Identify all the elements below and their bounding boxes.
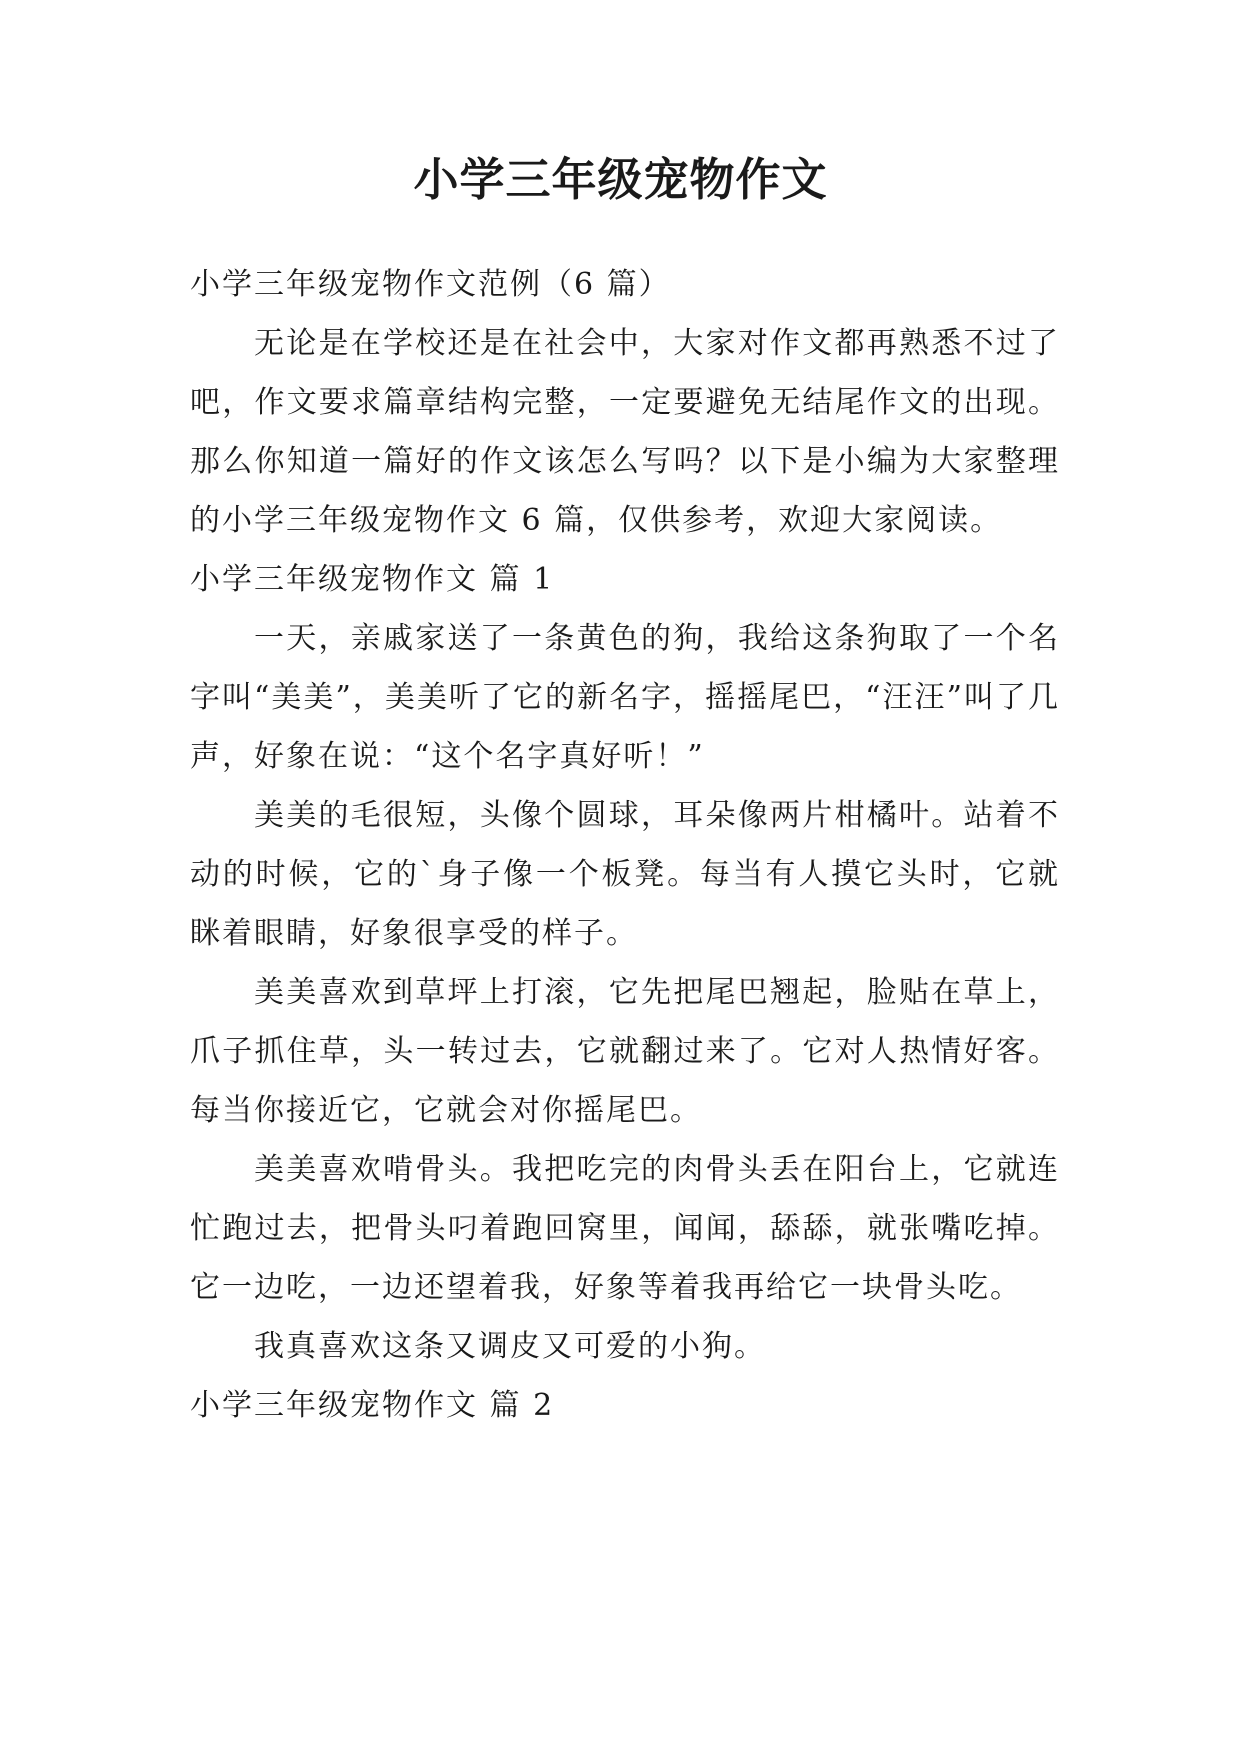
document-body bbox=[190, 255, 1060, 1435]
intro-paragraph: 无论是在学校还是在社会中，大家对作文都再熟悉不过了吧，作文要求篇章结构完整，一定要避免无结尾作文的出现。那么你知道一篇好的作文该怎么写吗？以下是小编为大家整理的小学三年级宠物作文 6 篇，仅供参考，欢迎大家阅读。 bbox=[190, 326, 1060, 538]
section-heading-2: 小学三年级宠物作文 篇 2 bbox=[190, 1388, 555, 1423]
body-paragraph: 美美喜欢啃骨头。我把吃完的肉骨头丢在阳台上，它就连忙跑过去，把骨头叼着跑回窝里，闻闻，舔舔，就张嘴吃掉。它一边吃，一边还望着我，好象等着我再给它一块骨头吃。 bbox=[190, 1152, 1060, 1305]
body-paragraph: 我真喜欢这条又调皮又可爱的小狗。 bbox=[254, 1329, 766, 1364]
body-paragraph: 美美喜欢到草坪上打滚，它先把尾巴翘起，脸贴在草上，爪子抓住草，头一转过去，它就翻过来了。它对人热情好客。每当你接近它，它就会对你摇尾巴。 bbox=[190, 975, 1060, 1128]
subtitle-heading: 小学三年级宠物作文范例（6 篇） bbox=[190, 267, 671, 302]
body-paragraph: 一天，亲戚家送了一条黄色的狗，我给这条狗取了一个名字叫“美美”，美美听了它的新名字，摇摇尾巴，“汪汪”叫了几声，好象在说：“这个名字真好听！” bbox=[190, 621, 1060, 774]
document-title: 小学三年级宠物作文 bbox=[413, 153, 828, 206]
body-paragraph: 美美的毛很短，头像个圆球，耳朵像两片柑橘叶。站着不动的时候，它的`身子像一个板凳。每当有人摸它头时，它就眯着眼睛，好象很享受的样子。 bbox=[190, 798, 1060, 951]
section-heading-1: 小学三年级宠物作文 篇 1 bbox=[190, 562, 555, 597]
